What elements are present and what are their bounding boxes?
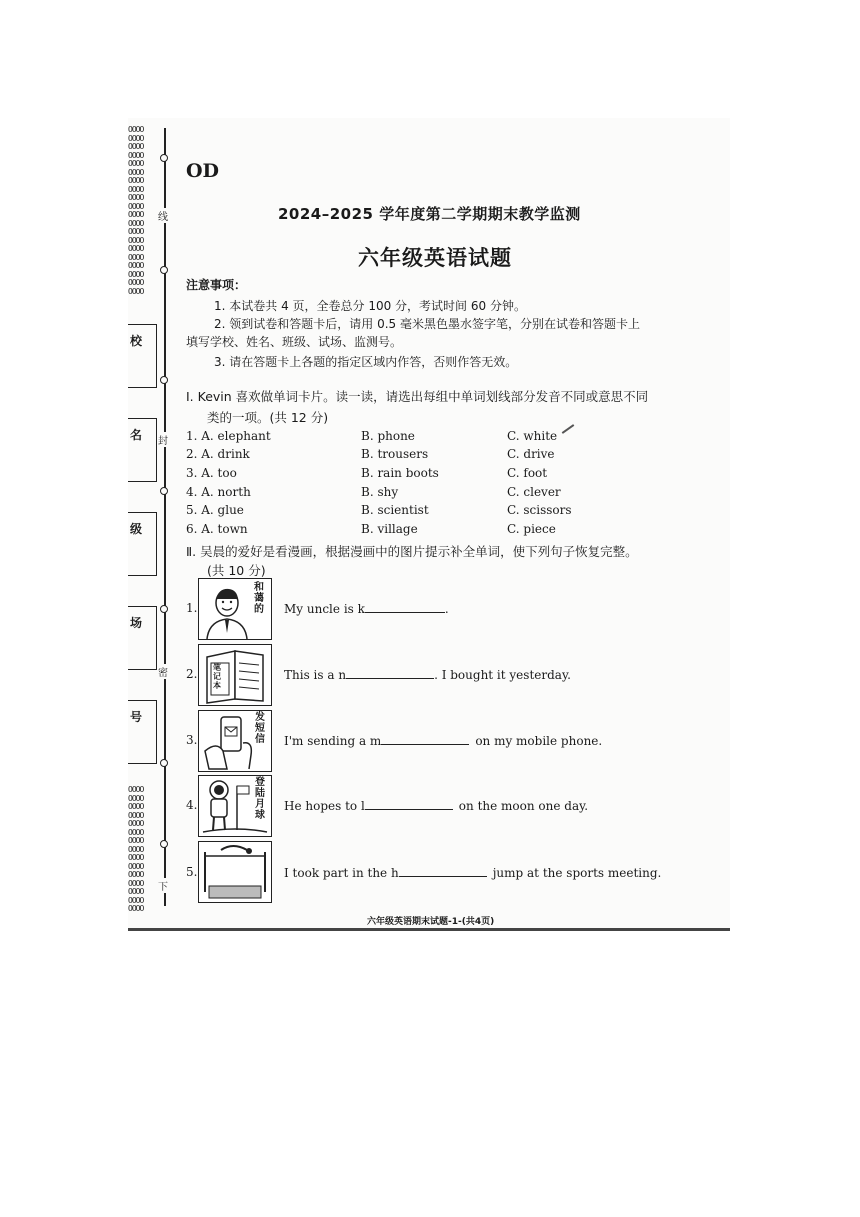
option-4c: C. clever <box>507 485 561 499</box>
option-1b: B. phone <box>361 429 415 443</box>
room-field-label: 场 <box>130 616 143 630</box>
answer-blank[interactable] <box>381 733 469 745</box>
number-field-label: 号 <box>130 710 143 724</box>
high-jump-picture <box>198 841 272 903</box>
option-2b: B. trousers <box>361 447 429 461</box>
question-number: 3. <box>186 733 198 747</box>
binding-hole <box>160 376 168 384</box>
answer-blank[interactable] <box>365 601 445 613</box>
option-6b: B. village <box>361 522 418 536</box>
sentence-5 <box>284 865 661 880</box>
option-6c: C. piece <box>507 522 556 536</box>
binding-hole <box>160 759 168 767</box>
option-5a: 5. A. glue <box>186 503 244 517</box>
section1-heading-cont: 类的一项。(共 12 分) <box>207 410 329 425</box>
binding-circles-top: OOOO OOOO OOOO OOOO OOOO OOOO OOOO OOOO OOOO OOOO OOOO OOOO OOOO OOOO OOOO OOOO OOOO OOOO OOOO OOOO <box>128 125 144 296</box>
option-5b: B. scientist <box>361 503 429 517</box>
section1-heading: Ⅰ. Kevin 喜欢做单词卡片。读一读，请选出每组中单词划线部分发音不同或意思不同 <box>186 389 649 404</box>
question-number: 2. <box>186 667 198 681</box>
answer-blank[interactable] <box>399 865 487 877</box>
binding-hole <box>160 487 168 495</box>
picture-hint: 笔记本 <box>213 663 221 690</box>
option-6a: 6. A. town <box>186 522 248 536</box>
option-2c: C. drive <box>507 447 555 461</box>
question-number: 1. <box>186 601 198 615</box>
sentence-text: jump at the sports meeting. <box>492 866 662 880</box>
option-1c: C. white <box>507 429 558 443</box>
sentence-text: on the moon one day. <box>458 799 589 813</box>
binding-hole <box>160 266 168 274</box>
option-4b: B. shy <box>361 485 399 499</box>
page-footer: 六年级英语期末试题-1-(共4页) <box>367 917 495 927</box>
cut-word: 下 <box>158 878 168 893</box>
notes-heading: 注意事项： <box>186 278 247 292</box>
option-5c: C. scissors <box>507 503 572 517</box>
sentence-text: . <box>444 602 449 616</box>
sentence-text: . I bought it yesterday. <box>434 668 571 682</box>
note-item: 1. 本试卷共 4 页，全卷总分 100 分，考试时间 60 分钟。 <box>214 299 526 313</box>
note-item: 3. 请在答题卡上各题的指定区域内作答，否则作答无效。 <box>214 355 518 369</box>
sentence-text: on my mobile phone. <box>475 734 603 748</box>
binding-hole <box>160 605 168 613</box>
exam-title: 六年级英语试题 <box>358 246 512 270</box>
picture-hint: 和蔼的 <box>254 582 264 615</box>
sentence-2 <box>284 667 571 682</box>
picture-hint: 登陆月球 <box>255 777 265 821</box>
sentence-text: I'm sending a m <box>284 734 382 748</box>
sentence-4 <box>284 798 588 813</box>
section2-heading: Ⅱ. 吴晨的爱好是看漫画，根据漫画中的图片提示补全单词，使下列句子恢复完整。 <box>186 544 638 559</box>
sentence-text: This is a n <box>284 668 347 682</box>
cut-word: 封 <box>158 432 168 447</box>
question-number: 4. <box>186 798 198 812</box>
cut-word: 线 <box>158 208 168 223</box>
paper-code: OD <box>186 160 220 182</box>
notebook-picture <box>198 644 272 706</box>
binding-hole <box>160 154 168 162</box>
question-number: 5. <box>186 865 198 879</box>
exam-year-title: 2024–2025 学年度第二学期期末教学监测 <box>278 205 581 223</box>
sentence-1 <box>284 601 449 616</box>
page-bottom-rule <box>128 928 730 931</box>
option-3b: B. rain boots <box>361 466 439 480</box>
note-item: 2. 领到试卷和答题卡后，请用 0.5 毫米黑色墨水签字笔，分别在试卷和答题卡上 <box>214 317 640 331</box>
option-4a: 4. A. north <box>186 485 251 499</box>
picture-hint: 发短信 <box>255 712 265 745</box>
cut-word: 密 <box>158 664 168 679</box>
answer-blank[interactable] <box>346 667 434 679</box>
name-field-label: 名 <box>130 428 143 442</box>
binding-hole <box>160 840 168 848</box>
class-field-label: 级 <box>130 522 143 536</box>
note-item: 填写学校、姓名、班级、试场、监测号。 <box>186 335 403 349</box>
option-3a: 3. A. too <box>186 466 237 480</box>
section2-heading-cont: (共 10 分) <box>207 563 266 578</box>
school-field-label: 校 <box>130 334 143 348</box>
sentence-text: My uncle is k <box>284 602 365 616</box>
option-2a: 2. A. drink <box>186 447 250 461</box>
answer-blank[interactable] <box>365 798 453 810</box>
option-3c: C. foot <box>507 466 548 480</box>
sentence-3 <box>284 733 602 748</box>
binding-line <box>164 128 166 906</box>
option-1a: 1. A. elephant <box>186 429 271 443</box>
sentence-text: He hopes to l <box>284 799 365 813</box>
binding-circles-bottom: OOOO OOOO OOOO OOOO OOOO OOOO OOOO OOOO OOOO OOOO OOOO OOOO OOOO OOOO OOOO <box>128 785 144 913</box>
sentence-text: I took part in the h <box>284 866 399 880</box>
